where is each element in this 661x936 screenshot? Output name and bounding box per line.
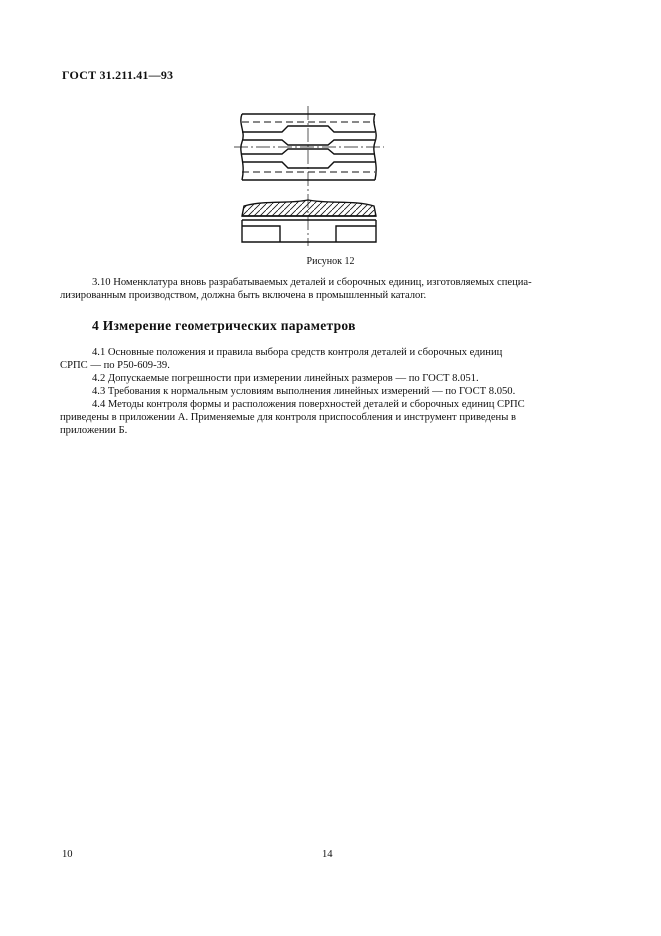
document-code-header: ГОСТ 31.211.41—93 (62, 68, 174, 82)
paragraph-3-10 (60, 276, 601, 302)
paragraph-3-10-line2: лизированным производством, должна быть включена в промышленный каталог. (60, 290, 427, 301)
section-4-heading: 4 Измерение геометрических параметров (92, 318, 356, 333)
section-4-body (60, 346, 601, 437)
section-view (242, 200, 376, 242)
page-number-center: 14 (322, 849, 333, 860)
center-lines (234, 106, 384, 246)
paragraph-4-3: 4.3 Требования к нормальным условиям выполнения линейных измерений — по ГОСТ 8.050. (92, 386, 516, 397)
paragraph-3-10-line1: 3.10 Номенклатура вновь разрабатываемых деталей и сборочных единиц, изготовляемых специа- (92, 277, 532, 288)
figure-caption: Рисунок 12 (306, 256, 355, 267)
figure-12-drawing (230, 102, 390, 252)
paragraph-4-1-line1: 4.1 Основные положения и правила выбора средств контроля деталей и сборочных единиц (92, 347, 503, 358)
paragraph-4-4-line3: приложении Б. (60, 425, 128, 436)
paragraph-4-4-line2: приведены в приложении А. Применяемые для контроля приспособления и инструмент приведены в (60, 412, 516, 423)
paragraph-4-2: 4.2 Допускаемые погрешности при измерении линейных размеров — по ГОСТ 8.051. (92, 373, 479, 384)
paragraph-4-4-line1: 4.4 Методы контроля формы и расположения поверхностей деталей и сборочных единиц СРПС (92, 399, 525, 410)
page-number-left: 10 (62, 849, 73, 860)
paragraph-4-1-line2: СРПС — по Р50-609-39. (60, 360, 170, 371)
